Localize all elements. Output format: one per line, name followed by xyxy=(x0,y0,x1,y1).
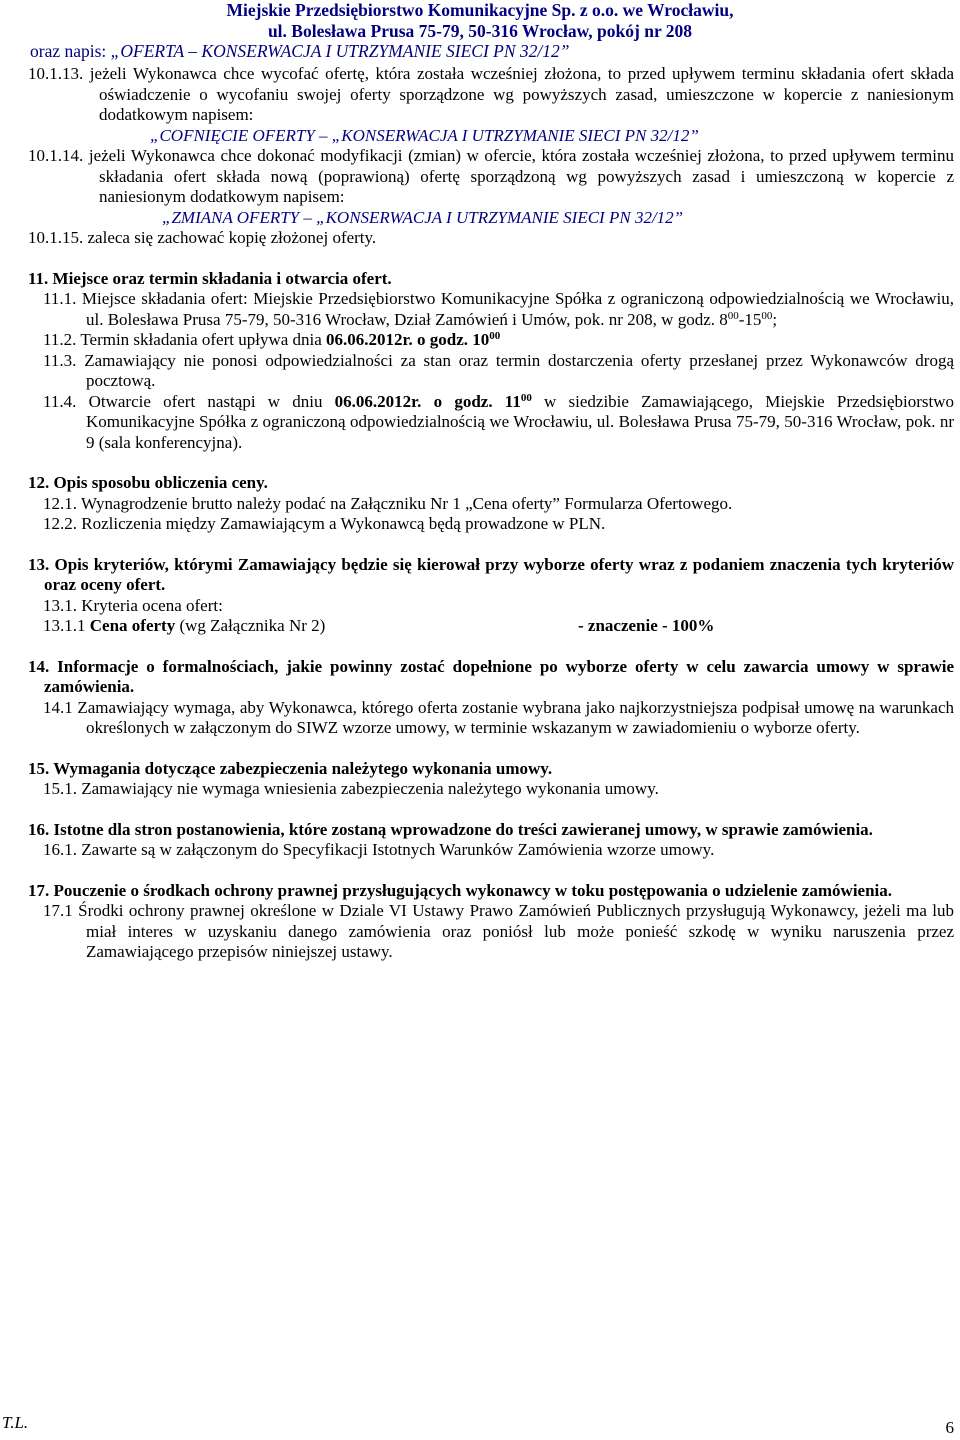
paragraph-number: 10.1.14. xyxy=(28,146,84,165)
page-number: 6 xyxy=(945,1418,954,1437)
paragraph-number: 13.1. xyxy=(43,595,77,615)
superscript: 00 xyxy=(727,309,739,322)
section-17-title: 17. Pouczenie o środkach ochrony prawnej przysługujących wykonawcy w toku postępowania o udzielenie zamówienia. xyxy=(28,880,893,900)
paragraph-text: Otwarcie ofert nastąpi w dniu xyxy=(88,391,335,411)
paragraph-text: (wg Załącznika Nr 2) xyxy=(175,616,326,635)
paragraph-text: Zamawiający wymaga, aby Wykonawca, którego oferta zostanie wybrana jako najkorzystniejsza podpisał umowę na warunkach określonych w załączonym do SIWZ wzorze umowy, w terminie wskazanym w zawiadomieniu o wyborze oferty. xyxy=(77,697,954,737)
paragraph-10-1-13 xyxy=(28,64,954,126)
document-body xyxy=(28,64,954,963)
paragraph-number: 12.2. xyxy=(43,514,77,533)
paragraph-text: Kryteria ocena ofert: xyxy=(81,595,223,615)
section-13-title: 13. Opis kryteriów, którymi Zamawiający będzie się kierował przy wyborze oferty wraz z podaniem znaczenia tych kryteriów oraz oceny ofert. xyxy=(28,554,954,594)
paragraph-13-1-1 xyxy=(43,616,954,637)
paragraph-text: Zawarte są w załączonym do Specyfikacji Istotnych Warunków Zamówienia wzorze umowy. xyxy=(81,840,715,859)
superscript: 00 xyxy=(489,330,501,342)
paragraph-13-1 xyxy=(43,596,954,617)
paragraph-text: Termin składania ofert upływa dnia xyxy=(80,330,327,349)
paragraph-12-1 xyxy=(43,494,954,515)
criterion-name: Cena oferty xyxy=(89,616,176,635)
paragraph-10-1-15 xyxy=(28,228,954,249)
paragraph-number: 16.1. xyxy=(43,840,77,859)
deadline-date: 06.06.2012r. o godz. 10 xyxy=(326,330,490,349)
page-header xyxy=(0,0,960,62)
paragraph-number: 10.1.15. xyxy=(28,228,84,247)
superscript: 00 xyxy=(761,309,773,322)
paragraph-number: 11.1. xyxy=(43,289,77,308)
paragraph-11-3 xyxy=(43,351,954,392)
header-napis-text: „OFERTA – KONSERWACJA I UTRZYMANIE SIECI PN 32/12” xyxy=(110,41,570,61)
paragraph-number: 11.4. xyxy=(43,391,77,411)
paragraph-text: zaleca się zachować kopię złożonej oferty. xyxy=(87,228,377,247)
paragraph-11-2 xyxy=(43,330,954,351)
paragraph-number: 14.1 xyxy=(43,697,73,717)
paragraph-text: Rozliczenia między Zamawiającym a Wykonawcą będą prowadzone w PLN. xyxy=(81,514,606,533)
paragraph-10-1-14 xyxy=(28,146,954,208)
paragraph-text: w siedzibie Zamawiającego, Miejskie Przedsiębiorstwo Komunikacyjne Spółka z ograniczoną odpowiedzialnością we Wrocławiu, ul. Bolesława Prusa 75-79, 50-316 Wrocław, pok. nr 9 (sala konferencyjna). xyxy=(86,391,955,452)
paragraph-number: 17.1 xyxy=(43,901,73,920)
superscript: 00 xyxy=(520,391,532,404)
paragraph-text: Miejsce składania ofert: Miejskie Przedsiębiorstwo Komunikacyjne Spółka z ograniczoną odpowiedzialnością we Wrocławiu, ul. Bolesława Prusa 75-79, 50-316 Wrocław, Dział Zamówień i Umów, pok. nr 208, w godz. 8 xyxy=(81,289,954,329)
envelope-label-withdrawal: „COFNIĘCIE OFERTY – „KONSERWACJA I UTRZYMANIE SIECI PN 32/12” xyxy=(150,125,699,145)
paragraph-12-2 xyxy=(43,514,954,535)
paragraph-14-1 xyxy=(43,698,954,739)
paragraph-number: 15.1. xyxy=(43,779,77,798)
paragraph-text: -15 xyxy=(738,309,762,329)
paragraph-number: 12.1. xyxy=(43,493,77,513)
paragraph-text: Środki ochrony prawnej określone w Dziale VI Ustawy Prawo Zamówień Publicznych przysługują Wykonawcy, jeżeli ma lub miał interes w uzyskaniu danego zamówienia oraz poniósł lub może ponieść szkodę w wyniku naruszenia przez Zamawiającego przepisów niniejszej ustawy. xyxy=(78,901,955,961)
section-14-title: 14. Informacje o formalnościach, jakie powinny zostać dopełnione po wyborze oferty w celu zawarcia umowy w sprawie zamówienia. xyxy=(28,656,954,696)
footer-initials: T.L. xyxy=(2,1413,29,1432)
paragraph-text: Wynagrodzenie brutto należy podać na Załączniku Nr 1 „Cena oferty” Formularza Ofertowego. xyxy=(80,493,733,513)
header-napis xyxy=(0,41,960,62)
paragraph-16-1 xyxy=(43,840,954,861)
paragraph-number: 13.1.1 xyxy=(43,616,86,635)
paragraph-text: jeżeli Wykonawca chce wycofać ofertę, która została wcześniej złożona, to przed upływem terminu składania ofert składa oświadczenie o wycofaniu swojej oferty sporządzone wg powyższych zasad, umieszczone w kopercie z naniesionym dodatkowym napisem: xyxy=(89,64,954,124)
paragraph-15-1 xyxy=(43,779,954,800)
paragraph-11-4 xyxy=(43,392,954,454)
header-line-1: Miejskie Przedsiębiorstwo Komunikacyjne Sp. z o.o. we Wrocławiu, xyxy=(226,0,734,20)
paragraph-number: 11.2. xyxy=(43,330,77,349)
opening-date: 06.06.2012r. o godz. 11 xyxy=(334,391,521,411)
envelope-label-modification: „ZMIANA OFERTY – „KONSERWACJA I UTRZYMANIE SIECI PN 32/12” xyxy=(162,207,684,227)
section-12-title: 12. Opis sposobu obliczenia ceny. xyxy=(28,473,268,492)
section-15-title: 15. Wymagania dotyczące zabezpieczenia należytego wykonania umowy. xyxy=(28,758,553,778)
header-napis-prefix: oraz napis: xyxy=(30,41,111,61)
paragraph-11-1 xyxy=(43,289,954,330)
section-11-title: 11. Miejsce oraz termin składania i otwarcia ofert. xyxy=(28,268,392,288)
section-16-title: 16. Istotne dla stron postanowienia, które zostaną wprowadzone do treści zawieranej umowy, w sprawie zamówienia. xyxy=(28,819,873,839)
paragraph-text: ; xyxy=(772,309,778,329)
paragraph-text: Zamawiający nie wymaga wniesienia zabezpieczenia należytego wykonania umowy. xyxy=(81,779,659,798)
paragraph-17-1 xyxy=(43,901,954,963)
paragraph-number: 11.3. xyxy=(43,350,77,370)
paragraph-text: jeżeli Wykonawca chce dokonać modyfikacji (zmian) w ofercie, która została wcześniej złożona, to przed upływem terminu składania ofert składa nową (poprawioną) ofertę sporządzoną wg powyższych zasad i umieszczoną w kopercie z naniesionym dodatkowym napisem: xyxy=(88,146,954,206)
paragraph-number: 10.1.13. xyxy=(28,64,84,83)
criterion-weight: - znaczenie - 100% xyxy=(578,616,715,635)
header-line-2: ul. Bolesława Prusa 75-79, 50-316 Wrocław, pokój nr 208 xyxy=(267,20,693,41)
paragraph-text: Zamawiający nie ponosi odpowiedzialności za stan oraz termin dostarczenia oferty przesłanej przez Wykonawców drogą pocztową. xyxy=(84,350,955,390)
